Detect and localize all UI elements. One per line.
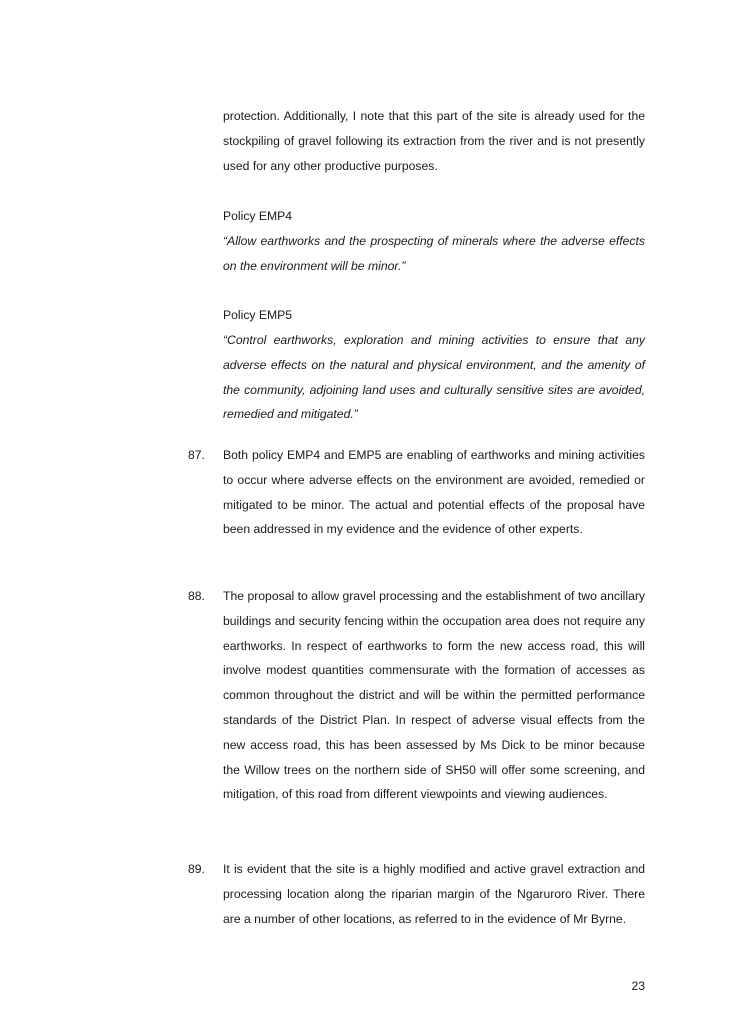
paragraph-88: The proposal to allow gravel processing and the establishment of two ancillary buildings and security fencing within the occupation area does not require any earthworks. In respect of earthworks to form the new access road, this will involve modest quantities commensurate with the formation of accesses as common throughout the district and will be within the permitted performance standards of the District Plan. In respect of adverse visual effects from the new access road, this has been assessed by Ms Dick to be minor because the Willow trees on the northern side of SH50 will offer some screening, and mitigation, of this road from different viewpoints and viewing audiences.: [223, 589, 645, 802]
policy-heading-emp5: Policy EMP5: [223, 308, 293, 322]
policy-quote-emp4: “Allow earthworks and the prospecting of minerals where the adverse effects on the environment will be minor.”: [223, 234, 645, 273]
paragraph-87: Both policy EMP4 and EMP5 are enabling of earthworks and mining activities to occur where adverse effects on the environment are avoided, remedied or mitigated to be minor. The actual and potential effects of the proposal have been addressed in my evidence and the evidence of other experts.: [223, 448, 645, 537]
page-number: 23: [631, 979, 645, 993]
policy-quote-emp5: “Control earthworks, exploration and mining activities to ensure that any adverse effects on the natural and physical environment, and the amenity of the community, adjoining land uses and culturally sensitive sites are avoided, remedied and mitigated.”: [223, 333, 645, 422]
paragraph-number-89: 89.: [188, 862, 205, 876]
opening-paragraph: protection. Additionally, I note that this part of the site is already used for the stockpiling of gravel following its extraction from the river and is not presently used for any other productive purposes.: [223, 109, 645, 173]
paragraph-number-88: 88.: [188, 589, 205, 603]
paragraph-89: It is evident that the site is a highly modified and active gravel extraction and processing location along the riparian margin of the Ngaruroro River. There are a number of other locations, as referred to in the evidence of Mr Byrne.: [223, 862, 645, 926]
paragraph-number-87: 87.: [188, 448, 205, 462]
policy-heading-emp4: Policy EMP4: [223, 209, 293, 223]
